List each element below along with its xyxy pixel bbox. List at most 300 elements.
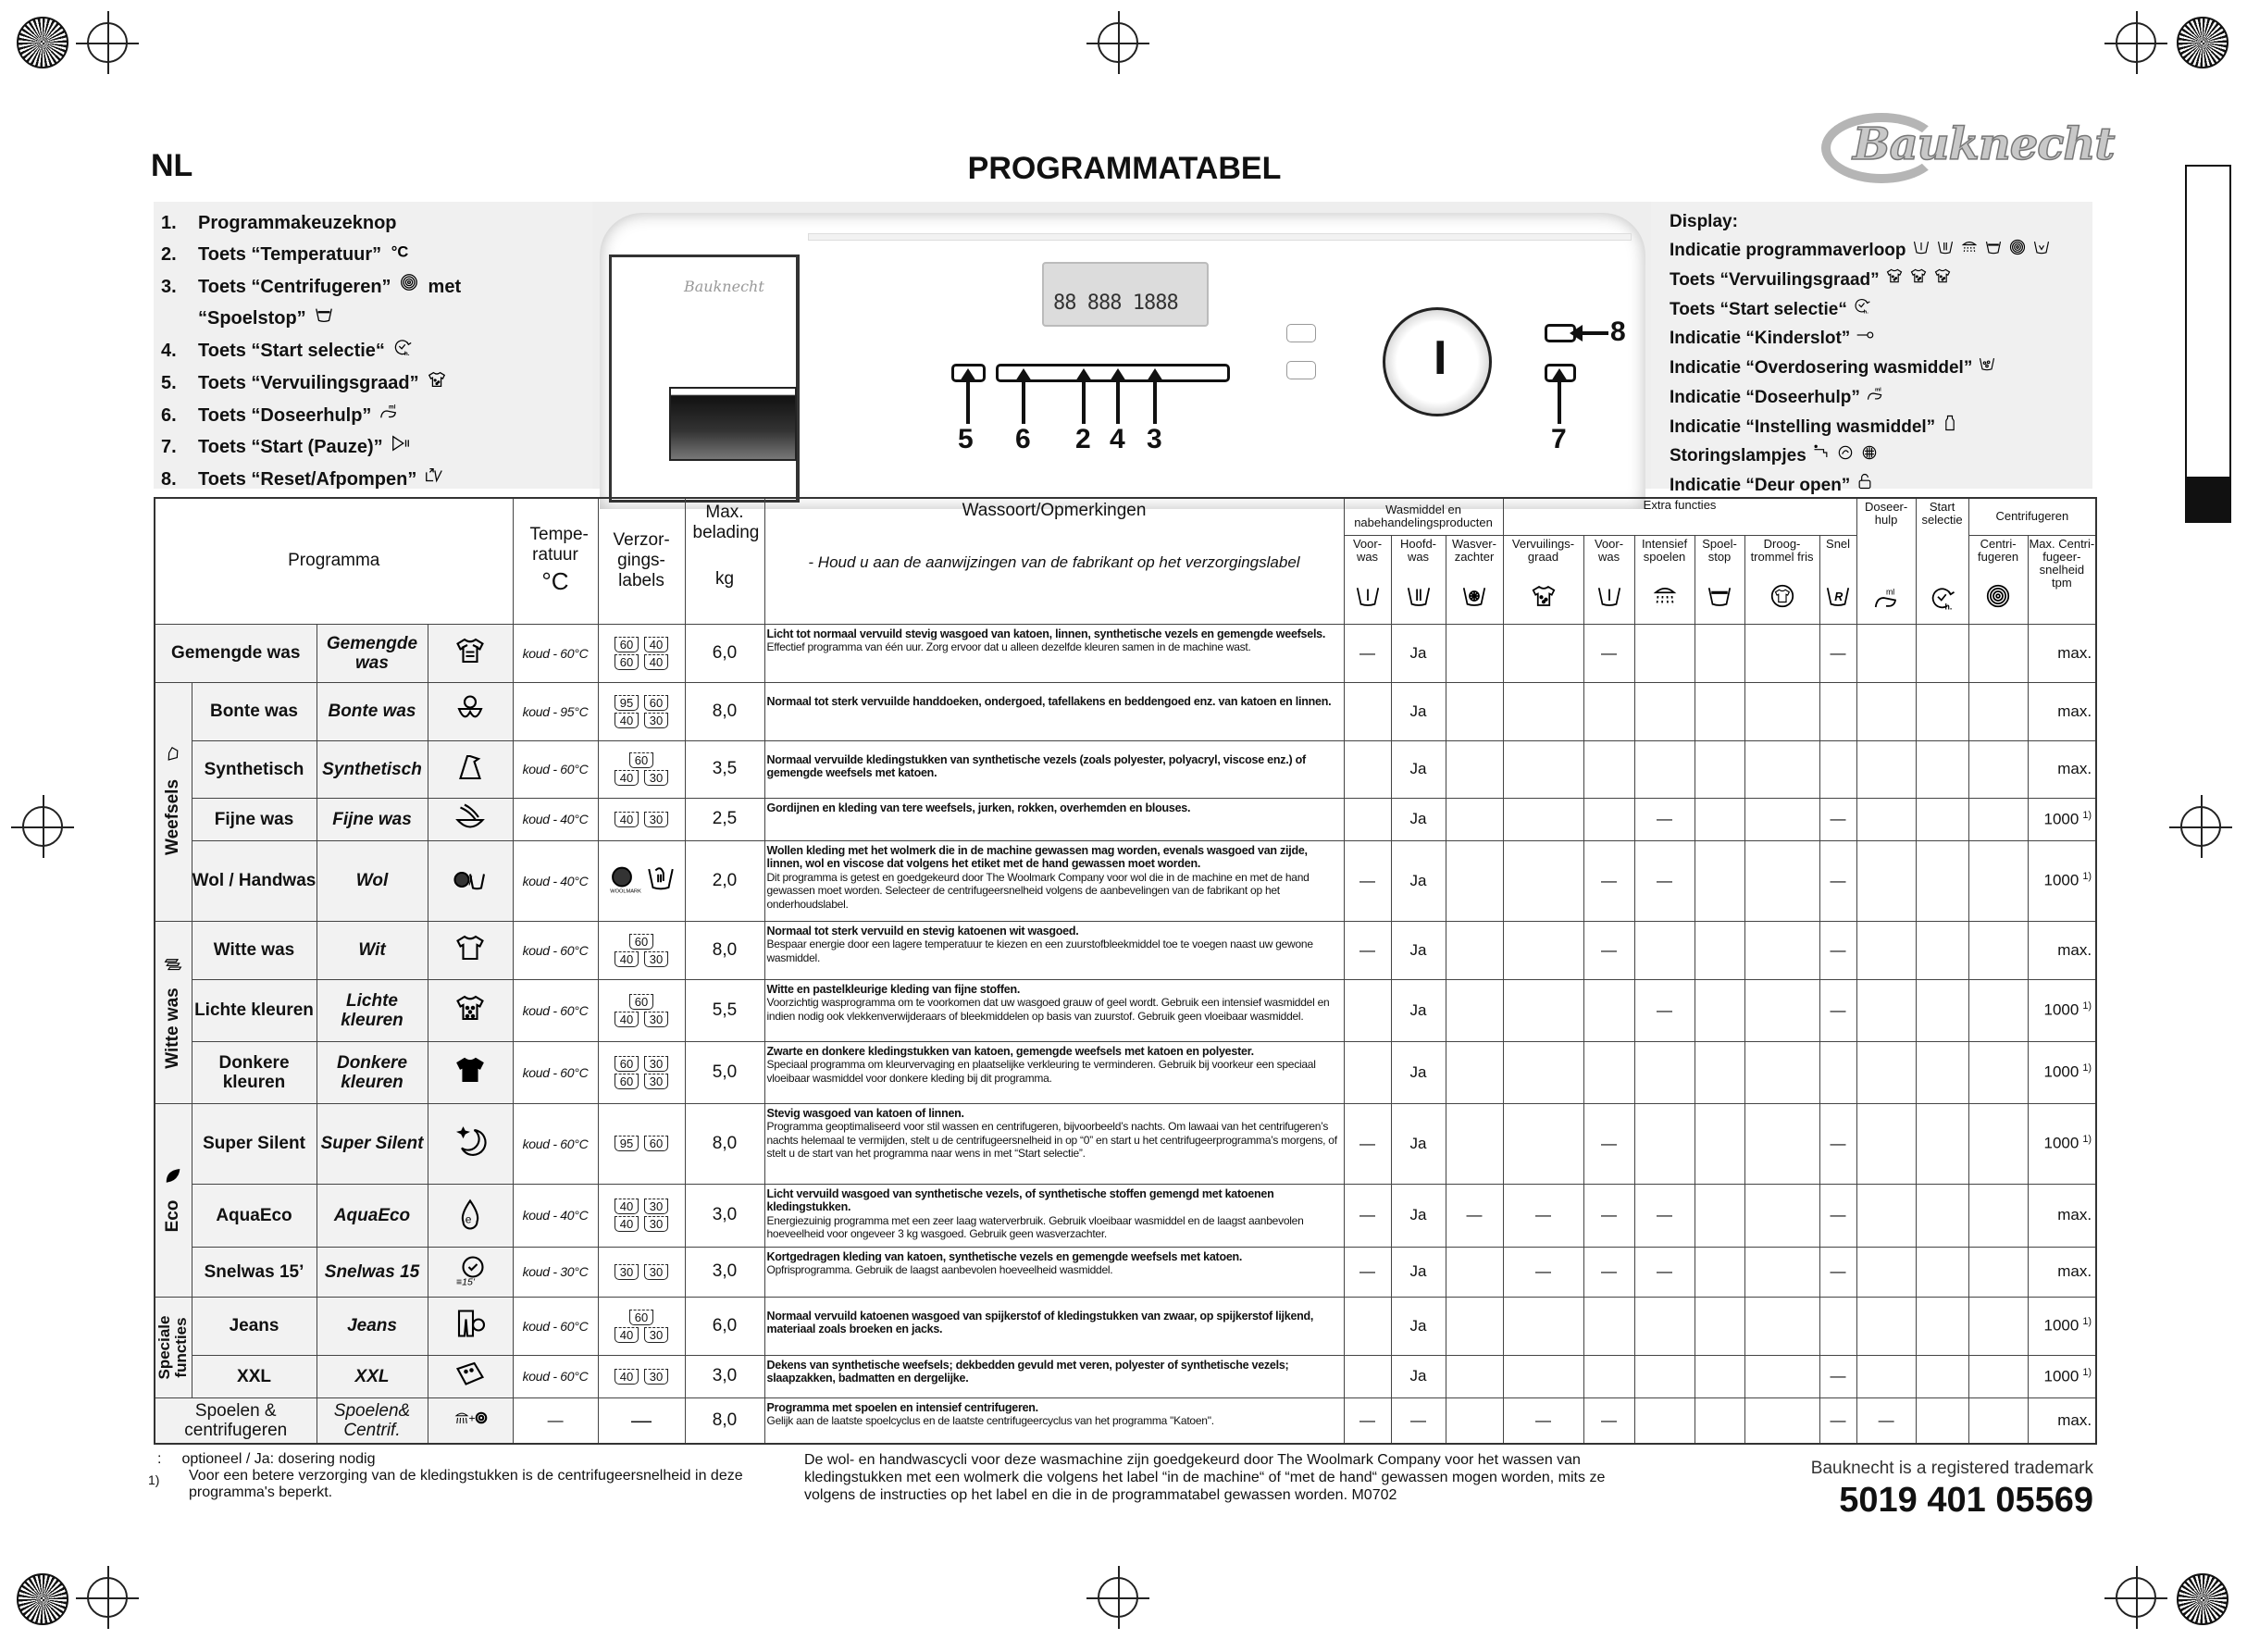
function-cell: — xyxy=(1634,1184,1695,1247)
function-cell xyxy=(1583,1355,1634,1397)
program-description xyxy=(764,624,1344,682)
function-cell xyxy=(1856,921,1916,979)
program-display-name xyxy=(317,1041,428,1103)
program-display-name-text: Wol xyxy=(355,871,389,890)
panel-ridge xyxy=(808,233,1632,241)
header-column-label: Voor-was xyxy=(1594,536,1624,564)
program-row[interactable] xyxy=(155,1247,2096,1297)
program-row[interactable] xyxy=(155,1041,2096,1103)
svg-text:/: / xyxy=(468,874,473,888)
care-labels xyxy=(598,798,685,840)
registration-mark xyxy=(17,17,68,68)
program-name-text: Jeans xyxy=(229,1316,279,1335)
care-labels xyxy=(598,1184,685,1247)
description-text: Speciaal programma om kleurvervaging en plaatselijke verkleuring te verminderen. Gebruik bij voorkeur een speciaal vloeibaar wasmiddel voor donkere kleding bij dit programma. xyxy=(766,1058,1316,1085)
function-cell xyxy=(1744,740,1819,798)
footnote-legend xyxy=(148,1451,759,1468)
temperature-range: koud - 60°C xyxy=(513,740,598,798)
function-cell xyxy=(1856,1247,1916,1297)
function-cell xyxy=(1916,1247,1968,1297)
program-display-name-text: Spoelen& Centrif. xyxy=(333,1400,411,1440)
play-pause-icon xyxy=(391,432,411,464)
header-extra-group: Extra functies xyxy=(1503,498,1856,535)
program-display-name-text: Fijne was xyxy=(332,809,412,829)
program-row[interactable] xyxy=(155,921,2096,979)
rinse-spin-icon xyxy=(428,1397,513,1444)
header-column-label: Intensief spoelen xyxy=(1641,536,1688,564)
function-cell xyxy=(1744,1297,1819,1355)
function-cell xyxy=(1344,740,1391,798)
display-label: Indicatie “Deur open” xyxy=(1670,475,1851,495)
function-cell xyxy=(1744,682,1819,740)
description-bold: Licht tot normaal vervuild stevig wasgoed van katoen, linnen, synthetische vezels en gemengde weefsels. xyxy=(766,627,1326,640)
header-column-label: Max. Centri-fugeer-snelheid tpm xyxy=(2029,536,2095,590)
function-cell xyxy=(1583,798,1634,840)
function-cell xyxy=(1446,1041,1503,1103)
function-cell: Ja xyxy=(1391,1184,1446,1247)
max-spin-speed xyxy=(2028,979,2096,1041)
function-cell xyxy=(1634,1041,1695,1103)
max-spin-speed xyxy=(2028,682,2096,740)
program-group xyxy=(155,1103,192,1297)
display-line xyxy=(1670,383,2092,413)
program-name xyxy=(192,1103,317,1184)
program-name xyxy=(192,840,317,921)
function-cell xyxy=(1968,979,2028,1041)
spin-footnote-marker: 1) xyxy=(2082,1134,2092,1146)
care-label-wash-temp: 40 xyxy=(615,1369,639,1385)
max-load: 8,0 xyxy=(685,682,764,740)
description-text: Programma geoptimaliseerd voor stil wassen en centrifugeren, bijvoorbeeld’s nachts. Om lawaai van het centrifugeren’s nachts helemaal te vermijden, stelt u de centrifugeersnelheid in op “0” en start u het centrifugeerprogramma’s morgens, of stelt u de start van het programma naar wens in met “Start selectie”. xyxy=(766,1120,1337,1160)
function-cell xyxy=(1446,1355,1503,1397)
callout-5: 5 xyxy=(958,424,974,454)
care-label-wash-temp: 60 xyxy=(629,934,653,950)
function-cell xyxy=(1968,798,2028,840)
callout-arrow xyxy=(1581,331,1608,335)
program-name xyxy=(192,1297,317,1355)
water-drop-icon xyxy=(428,1184,513,1247)
callout-arrow xyxy=(1153,378,1157,424)
display-label: Indicatie programmaverloop xyxy=(1670,241,1906,261)
temperature-range: koud - 60°C xyxy=(513,1041,598,1103)
care-labels xyxy=(598,1041,685,1103)
program-name xyxy=(192,979,317,1041)
function-cell: — xyxy=(1583,1103,1634,1184)
function-cell xyxy=(1695,1184,1744,1247)
description-text: Energiezuinig programma met een zeer laag waterverbruik. Gebruik vloeibaar wasmiddel en de laagst aanbevolen hoeveelheid voor ongeveer 3 kg wasgoed. Gebruik geen wasverzachter. xyxy=(766,1213,1304,1240)
temperature-range: koud - 95°C xyxy=(513,682,598,740)
function-cell xyxy=(1856,1041,1916,1103)
header-column-label: Hoofd-was xyxy=(1399,536,1437,564)
svg-text:h.: h. xyxy=(1863,309,1868,316)
crosshair-mark xyxy=(22,806,63,847)
max-spin-speed xyxy=(2028,1247,2096,1297)
max-spin-speed xyxy=(2028,1297,2096,1355)
callout-arrow xyxy=(1022,378,1025,424)
header-max-load-unit: kg xyxy=(714,569,735,589)
temperature-range: koud - 40°C xyxy=(513,1184,598,1247)
function-cell xyxy=(1634,740,1695,798)
detergent-bottle-icon xyxy=(1941,413,1959,441)
small-button-bottom[interactable] xyxy=(1286,361,1316,379)
program-dial[interactable] xyxy=(1383,307,1492,416)
program-description xyxy=(764,798,1344,840)
header-wassoort xyxy=(764,498,1344,624)
footnote-legend-text: optioneel / Ja: dosering nodig xyxy=(181,1451,376,1467)
header-temperature-label: Tempe-ratuur xyxy=(529,525,589,565)
header-doseerhulp-label: Doseer-hulp xyxy=(1864,500,1908,527)
header-wassoort-title: Wassoort/Opmerkingen xyxy=(962,501,1147,520)
display-line xyxy=(1670,413,2092,442)
display-line xyxy=(1670,354,2092,383)
function-cell xyxy=(1446,798,1503,840)
function-cell xyxy=(1446,1103,1503,1184)
temperature-range: — xyxy=(513,1397,598,1444)
legend-item xyxy=(161,271,592,304)
tub-rinsestop-icon xyxy=(1695,582,1744,613)
header-care-labels-text: Verzor-gings-labels xyxy=(613,530,670,591)
function-cell xyxy=(1634,1297,1695,1355)
function-cell: — xyxy=(1819,1103,1856,1184)
soil-level-icon xyxy=(1504,582,1583,613)
function-cell: Ja xyxy=(1391,979,1446,1041)
header-column xyxy=(1968,535,2028,624)
callout-3: 3 xyxy=(1147,424,1162,454)
svg-text:ml: ml xyxy=(1874,387,1881,393)
header-column xyxy=(1695,535,1744,624)
care-label-wash-temp: 40 xyxy=(615,770,639,786)
crosshair-mark xyxy=(87,22,128,63)
spin-value: max. xyxy=(2057,1262,2092,1280)
legend-text xyxy=(198,271,461,304)
rinse-stop-icon xyxy=(314,304,334,335)
program-display-name xyxy=(317,1297,428,1355)
program-display-name xyxy=(317,798,428,840)
program-name xyxy=(192,682,317,740)
function-cell xyxy=(1344,979,1391,1041)
program-display-name-text: Wit xyxy=(358,940,386,960)
legend-item-continued xyxy=(161,303,592,335)
care-label-wash-temp: 95 xyxy=(615,695,639,711)
header-column-label: Centri-fugeren xyxy=(1978,536,2019,564)
program-description xyxy=(764,1103,1344,1184)
max-spin-speed xyxy=(2028,1397,2096,1444)
dial-label: I xyxy=(1434,331,1447,385)
cotton-icon xyxy=(428,682,513,740)
program-row[interactable] xyxy=(155,624,2096,682)
legend-number: 5. xyxy=(161,372,177,393)
program-display-name xyxy=(317,1103,428,1184)
care-label-wash-temp: 40 xyxy=(615,1327,639,1343)
callout-6: 6 xyxy=(1015,424,1031,454)
program-name-text: Fijne was xyxy=(214,809,294,829)
care-label-wash-temp: 60 xyxy=(615,654,639,670)
function-cell xyxy=(1744,921,1819,979)
function-cell xyxy=(1503,1297,1583,1355)
function-cell: — xyxy=(1583,1247,1634,1297)
function-cell xyxy=(1744,1397,1819,1444)
program-name xyxy=(192,740,317,798)
function-cell xyxy=(1819,740,1856,798)
program-description xyxy=(764,979,1344,1041)
function-cell: — xyxy=(1344,1184,1391,1247)
program-name xyxy=(155,624,317,682)
header-max-load xyxy=(685,498,764,624)
function-cell xyxy=(1344,798,1391,840)
description-text: Voorzichtig wasprogramma om te voorkomen dat uw wasgoed grauw of geel wordt. Gebruik een intensief wasmiddel en indien nodig ook vlekkenverwijderaars of bleekmiddelen op basis van zuurstof. Gebruik geen vloeibaar wasmiddel. xyxy=(766,996,1330,1023)
trademark-note: Bauknecht is a registered trademark xyxy=(1810,1459,2093,1478)
care-label-wash-temp: 40 xyxy=(644,637,668,652)
function-cell xyxy=(1503,840,1583,921)
spin-footnote-marker: 1) xyxy=(2082,1062,2092,1074)
function-cell: — xyxy=(1583,624,1634,682)
program-display-name xyxy=(317,921,428,979)
function-cell xyxy=(1503,979,1583,1041)
program-display-name xyxy=(317,840,428,921)
max-load: 2,5 xyxy=(685,798,764,840)
program-name-text: Super Silent xyxy=(203,1134,305,1153)
care-label-wash-temp: 40 xyxy=(615,812,639,827)
program-display-name-text: Synthetisch xyxy=(322,759,422,779)
program-row[interactable] xyxy=(155,1297,2096,1355)
function-cell xyxy=(1856,682,1916,740)
registration-mark xyxy=(17,1573,68,1625)
tag-icon xyxy=(164,746,182,768)
display-label: Indicatie “Instelling wasmiddel” xyxy=(1670,416,1936,437)
function-cell: Ja xyxy=(1391,1355,1446,1397)
care-labels xyxy=(598,740,685,798)
logo-wordmark: Bauknecht xyxy=(1853,118,2115,170)
description-text: Gelijk aan de laatste spoelcyclus en de laatste centrifugeercyclus van het programma "Katoen". xyxy=(766,1414,1214,1427)
max-load: 3,0 xyxy=(685,1184,764,1247)
header-doseerhulp xyxy=(1856,498,1916,624)
soil-level-icon xyxy=(1909,266,1928,294)
program-display-name xyxy=(317,1184,428,1247)
function-cell xyxy=(1446,1297,1503,1355)
controls-legend xyxy=(154,202,592,489)
function-cell xyxy=(1819,682,1856,740)
small-button-top[interactable] xyxy=(1286,324,1316,342)
function-cell xyxy=(1634,921,1695,979)
function-cell: — xyxy=(1583,921,1634,979)
registration-mark xyxy=(2177,17,2228,68)
header-column-label: Droog-trommel fris xyxy=(1750,536,1814,564)
care-labels xyxy=(598,624,685,682)
function-cell xyxy=(1819,1297,1856,1355)
care-labels xyxy=(598,1355,685,1397)
function-cell: — xyxy=(1819,840,1856,921)
program-row[interactable] xyxy=(155,1184,2096,1247)
max-load: 3,0 xyxy=(685,1247,764,1297)
crosshair-mark xyxy=(1098,22,1138,63)
care-labels xyxy=(598,1247,685,1297)
program-name-text: Lichte kleuren xyxy=(194,1000,314,1020)
function-cell xyxy=(1503,740,1583,798)
care-label-wash-temp: 60 xyxy=(644,695,668,711)
spin-value: 1000 xyxy=(2043,1316,2079,1335)
program-display-name-text: Jeans xyxy=(347,1316,397,1335)
display-line xyxy=(1670,471,2092,501)
function-cell xyxy=(1446,682,1503,740)
spin-footnote-marker: 1) xyxy=(2082,1000,2092,1012)
description-bold: Gordijnen en kleding van tere weefsels, jurken, rokken, overhemden en blouses. xyxy=(766,801,1191,814)
function-cell xyxy=(1344,1297,1391,1355)
function-cell xyxy=(1695,1355,1744,1397)
footnote-text: Voor een betere verzorging van de kledingstukken is de centrifugeersnelheid in deze programma's beperkt. xyxy=(189,1468,743,1500)
program-description xyxy=(764,1184,1344,1247)
legend-item xyxy=(161,367,592,400)
description-text: Opfrisprogramma. Gebruik de laagst aanbevolen hoeveelheid wasmiddel. xyxy=(766,1263,1113,1276)
function-cell: Ja xyxy=(1391,1247,1446,1297)
function-cell: — xyxy=(1344,840,1391,921)
program-display-name-text: XXL xyxy=(354,1366,390,1386)
program-row[interactable] xyxy=(155,682,2096,740)
max-load: 8,0 xyxy=(685,921,764,979)
function-cell xyxy=(1916,1297,1968,1355)
program-display-name xyxy=(317,979,428,1041)
function-cell xyxy=(1856,798,1916,840)
function-cell xyxy=(1856,1297,1916,1355)
spin-value: 1000 xyxy=(2043,1134,2079,1152)
care-label-wash-temp: 30 xyxy=(644,770,668,786)
program-display-name-text: Super Silent xyxy=(320,1134,424,1153)
wool-handwash-icon xyxy=(428,840,513,921)
tub-mainwash-icon xyxy=(1392,582,1446,613)
door-open-icon xyxy=(1856,471,1874,500)
function-cell xyxy=(1744,1103,1819,1184)
header-column xyxy=(1583,535,1634,624)
function-cell xyxy=(1916,979,1968,1041)
program-row[interactable] xyxy=(155,1355,2096,1397)
function-cell: Ja xyxy=(1391,1041,1446,1103)
max-load: 8,0 xyxy=(685,1103,764,1184)
function-cell xyxy=(1446,840,1503,921)
function-cell xyxy=(1856,979,1916,1041)
spin-value: 1000 xyxy=(2043,1367,2079,1385)
callout-4: 4 xyxy=(1110,424,1125,454)
spin-footnote-marker: 1) xyxy=(2082,809,2092,821)
program-row[interactable] xyxy=(155,798,2096,840)
function-cell xyxy=(1856,740,1916,798)
delicate-icon xyxy=(428,798,513,840)
soil-level-icon xyxy=(1885,266,1904,294)
program-name xyxy=(192,1355,317,1397)
function-cell xyxy=(1695,740,1744,798)
tub-rinsestop-icon xyxy=(1984,237,2003,266)
legend-text xyxy=(198,431,411,464)
display-label: Indicatie “Kinderslot” xyxy=(1670,329,1851,349)
spin-value: max. xyxy=(2057,643,2092,662)
function-cell xyxy=(1968,921,2028,979)
program-description xyxy=(764,840,1344,921)
start-delay-icon xyxy=(392,336,413,367)
care-label-wash-temp: 30 xyxy=(644,951,668,967)
function-cell xyxy=(1634,624,1695,682)
care-label-wash-temp: 60 xyxy=(629,1310,653,1325)
care-label-wash-temp: 40 xyxy=(615,951,639,967)
program-row[interactable] xyxy=(155,979,2096,1041)
soil-level-icon xyxy=(427,368,447,400)
care-label-wash-temp: 60 xyxy=(644,1136,668,1151)
shower-icon xyxy=(1635,582,1695,613)
max-spin-speed xyxy=(2028,840,2096,921)
tub-mainwash-icon xyxy=(1936,237,1955,266)
function-cell xyxy=(1968,740,2028,798)
program-row[interactable] xyxy=(155,1103,2096,1184)
function-cell xyxy=(1968,682,2028,740)
legend-item xyxy=(161,464,592,496)
function-cell xyxy=(1695,979,1744,1041)
function-cell xyxy=(1695,921,1744,979)
function-cell xyxy=(1695,624,1744,682)
description-bold: Normaal tot sterk vervuild en stevig katoenen wit wasgoed. xyxy=(766,924,1079,938)
legend-number: 2. xyxy=(161,244,177,265)
program-row[interactable] xyxy=(155,740,2096,798)
program-group-label xyxy=(162,748,184,855)
function-cell xyxy=(1583,1297,1634,1355)
function-cell xyxy=(1744,979,1819,1041)
program-group-label xyxy=(162,1168,184,1232)
soil-level-icon xyxy=(1933,266,1952,294)
spin-icon xyxy=(2008,237,2027,266)
mixed-laundry-icon xyxy=(428,624,513,682)
legend-number: 1. xyxy=(161,213,177,233)
display-line xyxy=(1670,324,2092,354)
dosing-icon xyxy=(379,400,399,431)
function-cell xyxy=(1695,798,1744,840)
callout-2: 2 xyxy=(1075,424,1091,454)
max-load: 2,0 xyxy=(685,840,764,921)
program-name-text: Bonte was xyxy=(209,702,299,721)
header-column-label: Voor-was xyxy=(1352,536,1383,564)
header-temperature-unit: °C xyxy=(541,567,569,596)
function-cell: Ja xyxy=(1391,624,1446,682)
legend-number: 6. xyxy=(161,404,177,426)
dosing-icon xyxy=(1857,584,1916,615)
program-row[interactable] xyxy=(155,1397,2096,1444)
spin-value: 1000 xyxy=(2043,871,2079,889)
bauknecht-logo xyxy=(1821,113,2115,183)
function-cell xyxy=(1916,840,1968,921)
function-cell xyxy=(1856,624,1916,682)
program-display-name xyxy=(317,1247,428,1297)
function-cell xyxy=(1968,840,2028,921)
legend-label: Toets “Start selectie“ xyxy=(198,341,385,362)
function-cell: — xyxy=(1344,624,1391,682)
care-label-wash-temp: 30 xyxy=(615,1264,639,1280)
function-cell xyxy=(1916,1355,1968,1397)
legend-item xyxy=(161,207,592,239)
care-label-wash-temp: 30 xyxy=(644,1012,668,1027)
function-cell: — xyxy=(1503,1397,1583,1444)
header-column xyxy=(1503,535,1583,624)
program-row[interactable] xyxy=(155,840,2096,921)
document-code: 5019 401 05569 xyxy=(1839,1481,2093,1520)
care-label-wash-temp: 40 xyxy=(615,713,639,728)
callout-8: 8 xyxy=(1610,317,1626,347)
spin-footnote-marker: 1) xyxy=(2082,871,2092,883)
max-spin-speed xyxy=(2028,1041,2096,1103)
function-cell xyxy=(1503,798,1583,840)
care-label-wash-temp: 60 xyxy=(615,1056,639,1072)
function-cell: — xyxy=(1634,979,1695,1041)
program-description xyxy=(764,1397,1344,1444)
header-column xyxy=(1344,535,1391,624)
detergent-drawer xyxy=(609,255,800,503)
max-spin-speed xyxy=(2028,1103,2096,1184)
function-cell xyxy=(1856,1103,1916,1184)
legend-label: Toets “Centrifugeren” xyxy=(198,276,391,297)
